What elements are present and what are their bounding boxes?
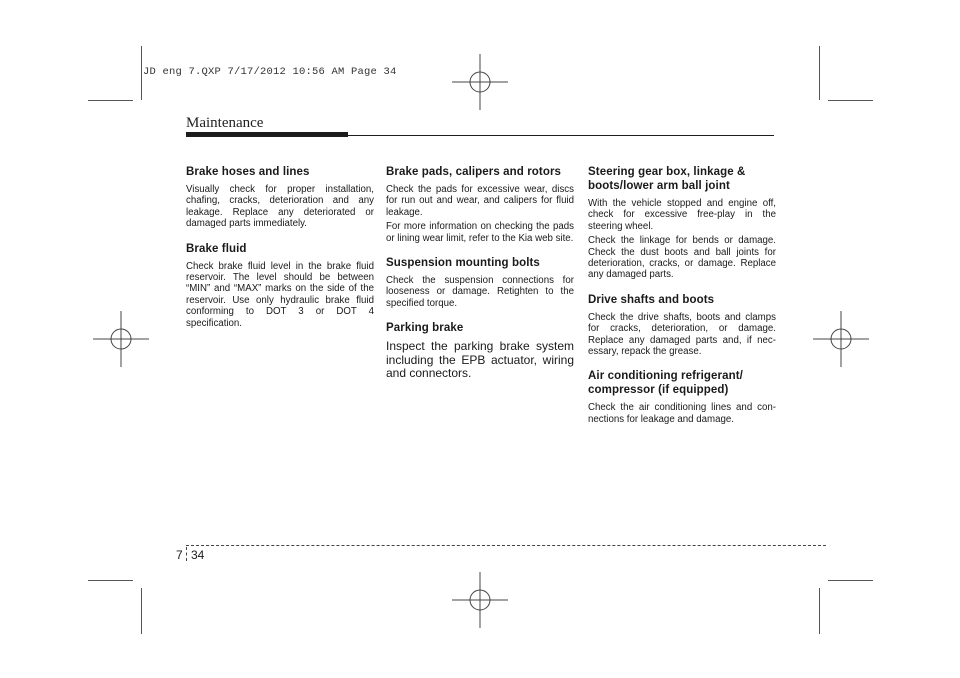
header-bar [186,132,348,137]
heading-brake-pads: Brake pads, calipers and rotors [386,166,562,178]
heading-drive-shafts: Drive shafts and boots [588,293,715,306]
text-column-1 [186,165,374,332]
paragraph-brake-fluid: Check brake fluid level in the brake fluid reservoir. The level should be between “MIN” and “MAX” marks on the side of the reservoir. Use only hydraulic brake fluid conforming to DOT 3 or DOT 4 specification. [186,260,374,329]
heading-brake-fluid: Brake fluid [186,242,247,255]
paragraph-parking-brake: Inspect the parking brake system including the EPB actuator, wiring and connectors. [386,339,574,381]
header-rule [348,135,774,136]
heading-steering-gear: Steering gear box, linkage & boots/lower arm ball joint [588,166,746,192]
heading-brake-hoses: Brake hoses and lines [186,166,310,178]
paragraph-brake-pads-2: For more information on checking the pads or lining wear limit, refer to the Kia web site. [386,221,574,244]
crop-mark-bottom-left-v [141,588,142,634]
heading-air-conditioning: Air conditioning refrigerant/ compressor (if equipped) [588,370,743,397]
paragraph-air-conditioning: Check the air conditioning lines and con-nections for leakage and damage. [588,402,776,425]
registration-mark-bottom-icon [452,572,508,628]
crop-mark-bottom-right-v [819,588,820,634]
print-slug: JD eng 7.QXP 7/17/2012 10:56 AM Page 34 [143,66,397,78]
paragraph-suspension-bolts: Check the suspension connections for looseness or damage. Retighten to the specified torque. [386,275,574,309]
chapter-number: 7 [176,548,183,562]
crop-mark-top-right-h [828,100,873,101]
crop-mark-top-right-v [819,46,820,100]
registration-mark-right-icon [813,311,869,367]
crop-mark-top-left-v [141,46,142,100]
heading-parking-brake: Parking brake [386,322,464,335]
paragraph-steering-gear-2: Check the linkage for bends or damage. Check the dust boots and ball joints for deterioration, cracks, or damage. Replace any damaged parts. [588,235,776,281]
text-column-3 [588,165,776,428]
page-number: 34 [191,548,205,562]
crop-mark-top-left-h [88,100,133,101]
footer-rule [186,545,826,546]
registration-mark-left-icon [93,311,149,367]
registration-mark-top-icon [452,54,508,110]
paragraph-brake-hoses: Visually check for proper installation, chafing, cracks, deterioration and any leakage. Replace any deteriorated or damaged parts immediately. [186,184,374,230]
paragraph-brake-pads-1: Check the pads for excessive wear, discs for run out and wear, and calipers for fluid leakage. [386,184,574,218]
heading-suspension-bolts: Suspension mounting bolts [386,257,540,270]
crop-mark-bottom-left-h [88,580,133,581]
section-title: Maintenance [186,115,264,131]
footer-separator [186,547,187,561]
crop-mark-bottom-right-h [828,580,873,581]
text-column-2 [386,165,574,384]
paragraph-steering-gear-1: With the vehicle stopped and engine off, check for excessive free-play in the steering wheel. [588,198,776,232]
paragraph-drive-shafts: Check the drive shafts, boots and clamps for cracks, deterioration, or damage. Replace any damaged parts and, if nec-essary, repack the grease. [588,311,776,358]
